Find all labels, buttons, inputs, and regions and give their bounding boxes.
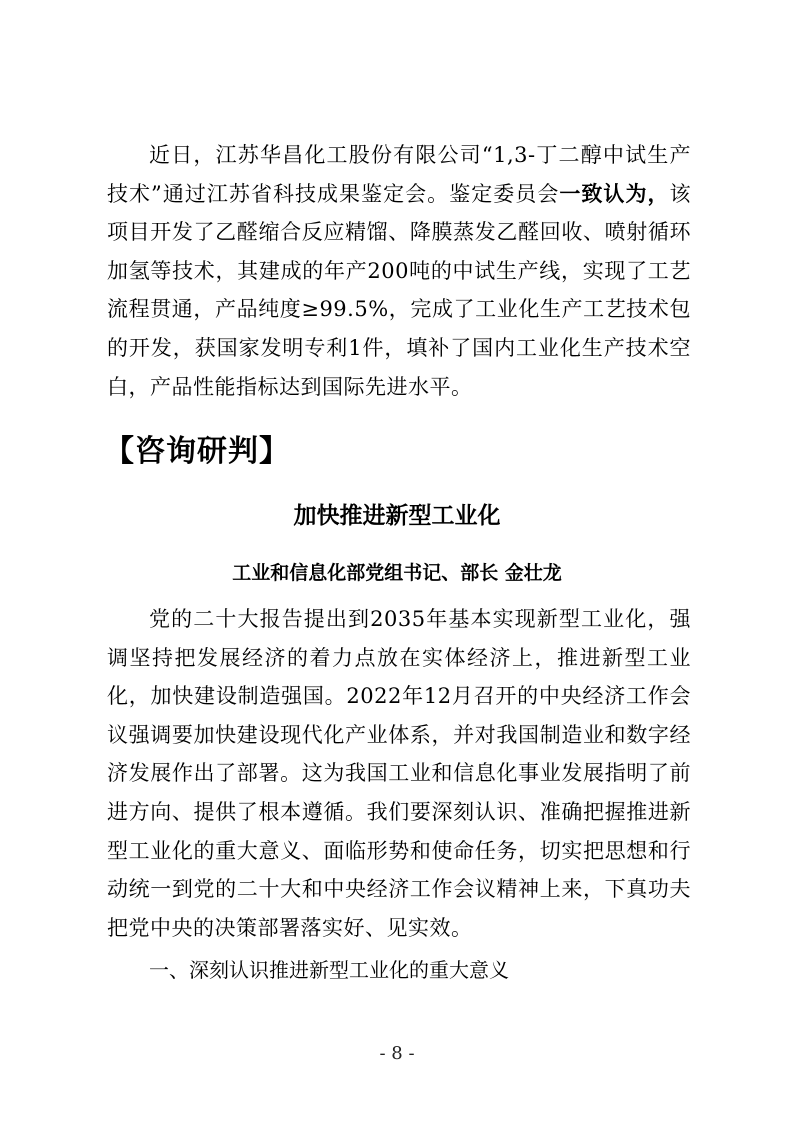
- news-paragraph: [107, 136, 691, 406]
- news-text-part2: 该项目开发了乙醛缩合反应精馏、降膜蒸发乙醛回收、喷射循环加氢等技术，其建成的年产200吨的中试生产线，实现了工艺流程贯通，产品纯度≥99.5%，完成了工业化生产工艺技术包的开发，获国家发明专利1件，填补了国内工业化生产技术空白，产品性能指标达到国际先进水平。: [107, 181, 692, 399]
- page-number: - 8 -: [379, 1043, 415, 1064]
- news-text-part1: 近日，江苏华昌化工股份有限公司“1,3-丁二醇中试生产技术”通过江苏省科技成果鉴定会。鉴定委员会: [107, 143, 691, 206]
- article-subheading: 一、深刻认识推进新型工业化的重大意义: [149, 958, 509, 983]
- article-paragraph: 党的二十大报告提出到2035年基本实现新型工业化，强调坚持把发展经济的着力点放在实体经济上，推进新型工业化，加快建设制造强国。2022年12月召开的中央经济工作会议强调要加快建设现代化产业体系，并对我国制造业和数字经济发展作出了部署。这为我国工业和信息化事业发展指明了前进方向、提供了根本遵循。我们要深刻认识、准确把握推进新型工业化的重大意义、面临形势和使命任务，切实把思想和行动统一到党的二十大和中央经济工作会议精神上来，下真功夫把党中央的决策部署落实好、见实效。: [107, 607, 691, 940]
- article-title: 加快推进新型工业化: [293, 503, 501, 529]
- article-byline: 工业和信息化部党组书记、部长 金壮龙: [232, 562, 562, 584]
- news-section: [107, 136, 691, 406]
- article-body: [107, 600, 691, 990]
- news-text-bold: 一致认为，: [559, 180, 670, 206]
- section-heading: 【咨询研判】: [104, 434, 290, 469]
